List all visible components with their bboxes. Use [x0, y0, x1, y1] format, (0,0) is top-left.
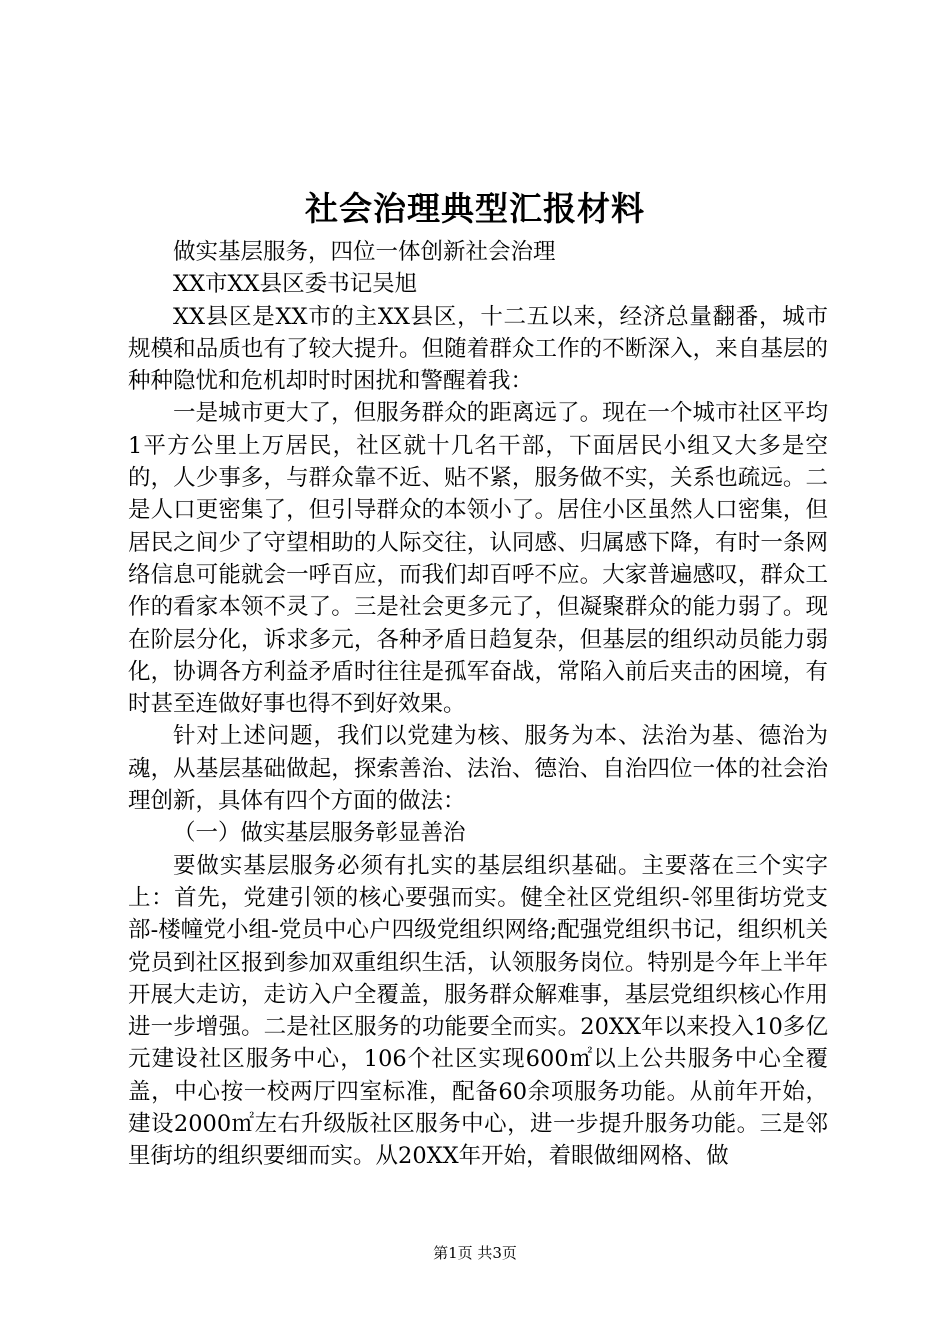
document-title: 社会治理典型汇报材料	[305, 189, 645, 228]
document-body	[128, 236, 828, 1173]
body-paragraph: 要做实基层服务必须有扎实的基层组织基础。主要落在三个实字上：首先，党建引领的核心要强而实。健全社区党组织-邻里街坊党支部-楼幢党小组-党员中心户四级党组织网络;配强党组织书记，组织机关党员到社区报到参加双重组织生活，认领服务岗位。特别是今年上半年开展大走访，走访入户全覆盖，服务群众解难事，基层党组织核心作用进一步增强。二是社区服务的功能要全而实。20XX年以来投入10多亿元建设社区服务中心，106个社区实现600㎡以上公共服务中心全覆盖，中心按一校两厅四室标准，配备60余项服务功能。从前年开始，建设2000㎡左右升级版社区服务中心，进一步提升服务功能。三是邻里街坊的组织要细而实。从20XX年开始，着眼做细网格、做	[128, 852, 828, 1170]
section-heading: （一）做实基层服务彰显善治	[173, 820, 466, 847]
subtitle-paragraph: 做实基层服务，四位一体创新社会治理	[173, 239, 556, 265]
page-footer: 第1页 共3页	[433, 1244, 517, 1262]
author-paragraph: XX市XX县区委书记吴旭	[173, 271, 418, 298]
body-paragraph: XX县区是XX市的主XX县区，十二五以来，经济总量翻番，城市规模和品质也有了较大提升。但随着群众工作的不断深入，来自基层的种种隐忧和危机却时时困扰和警醒着我：	[128, 303, 828, 395]
body-paragraph: 一是城市更大了，但服务群众的距离远了。现在一个城市社区平均1平方公里上万居民，社区就十几名干部，下面居民小组又大多是空的，人少事多，与群众靠不近、贴不紧，服务做不实，关系也疏远。二是人口更密集了，但引导群众的本领小了。居住小区虽然人口密集，但居民之间少了守望相助的人际交往，认同感、归属感下降，有时一条网络信息可能就会一呼百应，而我们却百呼不应。大家普遍感叹，群众工作的看家本领不灵了。三是社会更多元了，但凝聚群众的能力弱了。现在阶层分化，诉求多元，各种矛盾日趋复杂，但基层的组织动员能力弱化，协调各方利益矛盾时往往是孤军奋战，常陷入前后夹击的困境，有时甚至连做好事也得不到好效果。	[128, 400, 828, 718]
body-paragraph: 针对上述问题，我们以党建为核、服务为本、法治为基、德治为魂，从基层基础做起，探索善治、法治、德治、自治四位一体的社会治理创新，具体有四个方面的做法：	[128, 723, 828, 815]
